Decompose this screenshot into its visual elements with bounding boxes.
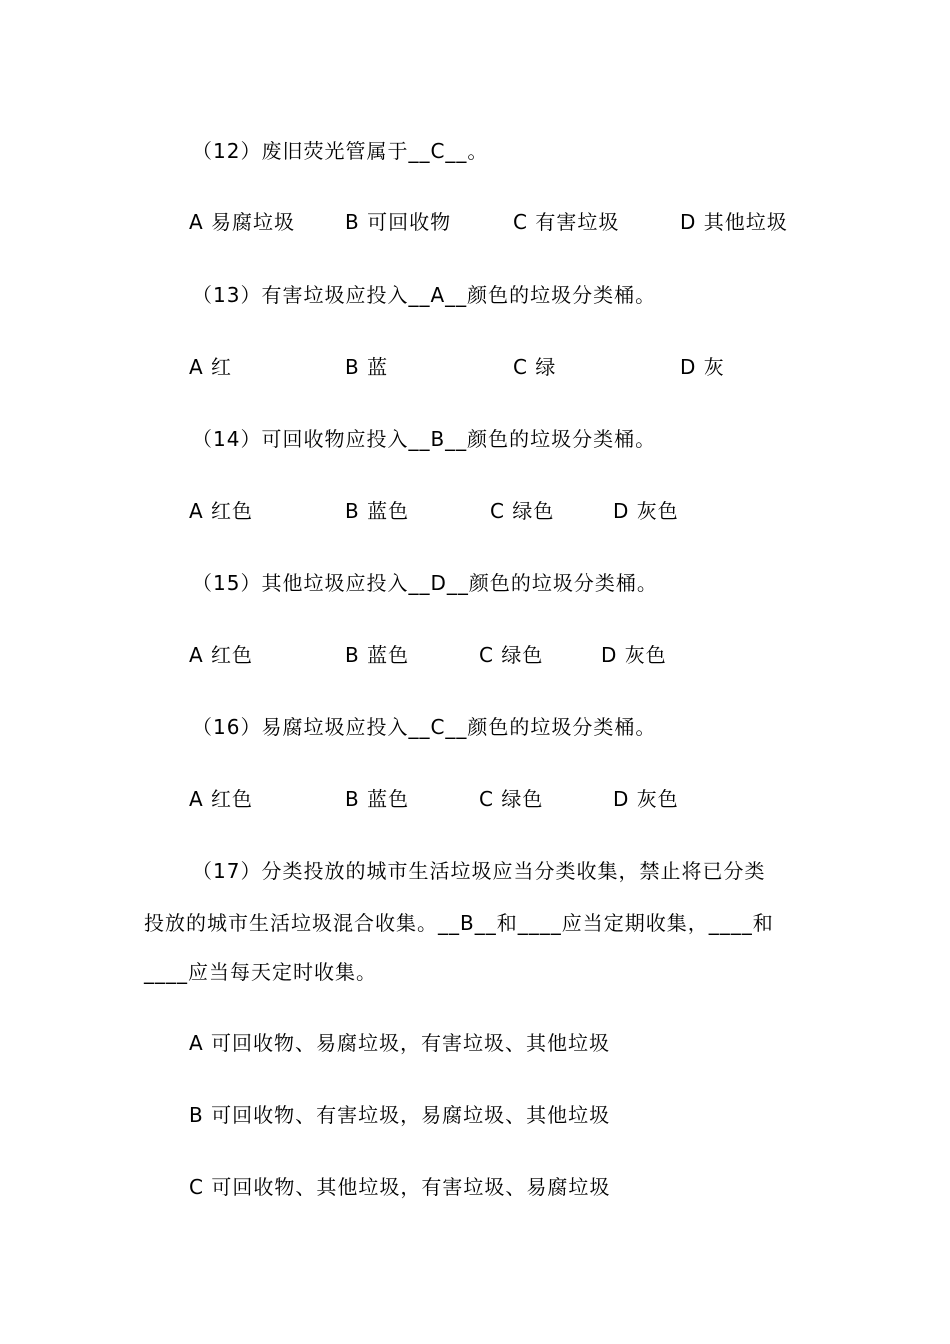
question-16-stem: （16）易腐垃圾应投入__C__颜色的垃圾分类桶。: [192, 715, 657, 739]
question-16-option-c: C 绿色: [479, 787, 544, 811]
question-14-stem: （14）可回收物应投入__B__颜色的垃圾分类桶。: [192, 427, 657, 451]
question-14-option-a: A 红色: [189, 499, 254, 523]
question-17-stem-line-2: 投放的城市生活垃圾混合收集。__B__和____应当定期收集，____和: [144, 911, 774, 935]
question-15-stem: （15）其他垃圾应投入__D__颜色的垃圾分类桶。: [192, 571, 658, 595]
question-17-option-b: B 可回收物、有害垃圾，易腐垃圾、其他垃圾: [189, 1103, 611, 1127]
question-13-stem: （13）有害垃圾应投入__A__颜色的垃圾分类桶。: [192, 283, 657, 307]
question-12-option-b: B 可回收物: [345, 210, 452, 234]
question-16-option-b: B 蓝色: [345, 787, 410, 811]
question-16-option-d: D 灰色: [613, 787, 679, 811]
question-17-stem-line-3: ____应当每天定时收集。: [144, 960, 377, 984]
question-12-option-c: C 有害垃圾: [513, 210, 620, 234]
question-15-option-d: D 灰色: [601, 643, 667, 667]
question-15-option-c: C 绿色: [479, 643, 544, 667]
question-14-option-c: C 绿色: [490, 499, 555, 523]
question-13-option-a: A 红: [189, 355, 233, 379]
question-14-option-d: D 灰色: [613, 499, 679, 523]
question-12-option-a: A 易腐垃圾: [189, 210, 296, 234]
question-13-option-c: C 绿: [513, 355, 557, 379]
question-15-option-a: A 红色: [189, 643, 254, 667]
question-17-option-c: C 可回收物、其他垃圾，有害垃圾、易腐垃圾: [189, 1175, 611, 1199]
question-16-option-a: A 红色: [189, 787, 254, 811]
question-13-option-d: D 灰: [680, 355, 725, 379]
question-14-option-b: B 蓝色: [345, 499, 410, 523]
question-12-option-d: D 其他垃圾: [680, 210, 788, 234]
question-12-stem: （12）废旧荧光管属于__C__。: [192, 139, 489, 163]
question-17-option-a: A 可回收物、易腐垃圾，有害垃圾、其他垃圾: [189, 1031, 611, 1055]
question-17-stem-line-1: （17）分类投放的城市生活垃圾应当分类收集，禁止将已分类: [192, 859, 766, 883]
question-13-option-b: B 蓝: [345, 355, 389, 379]
question-15-option-b: B 蓝色: [345, 643, 410, 667]
